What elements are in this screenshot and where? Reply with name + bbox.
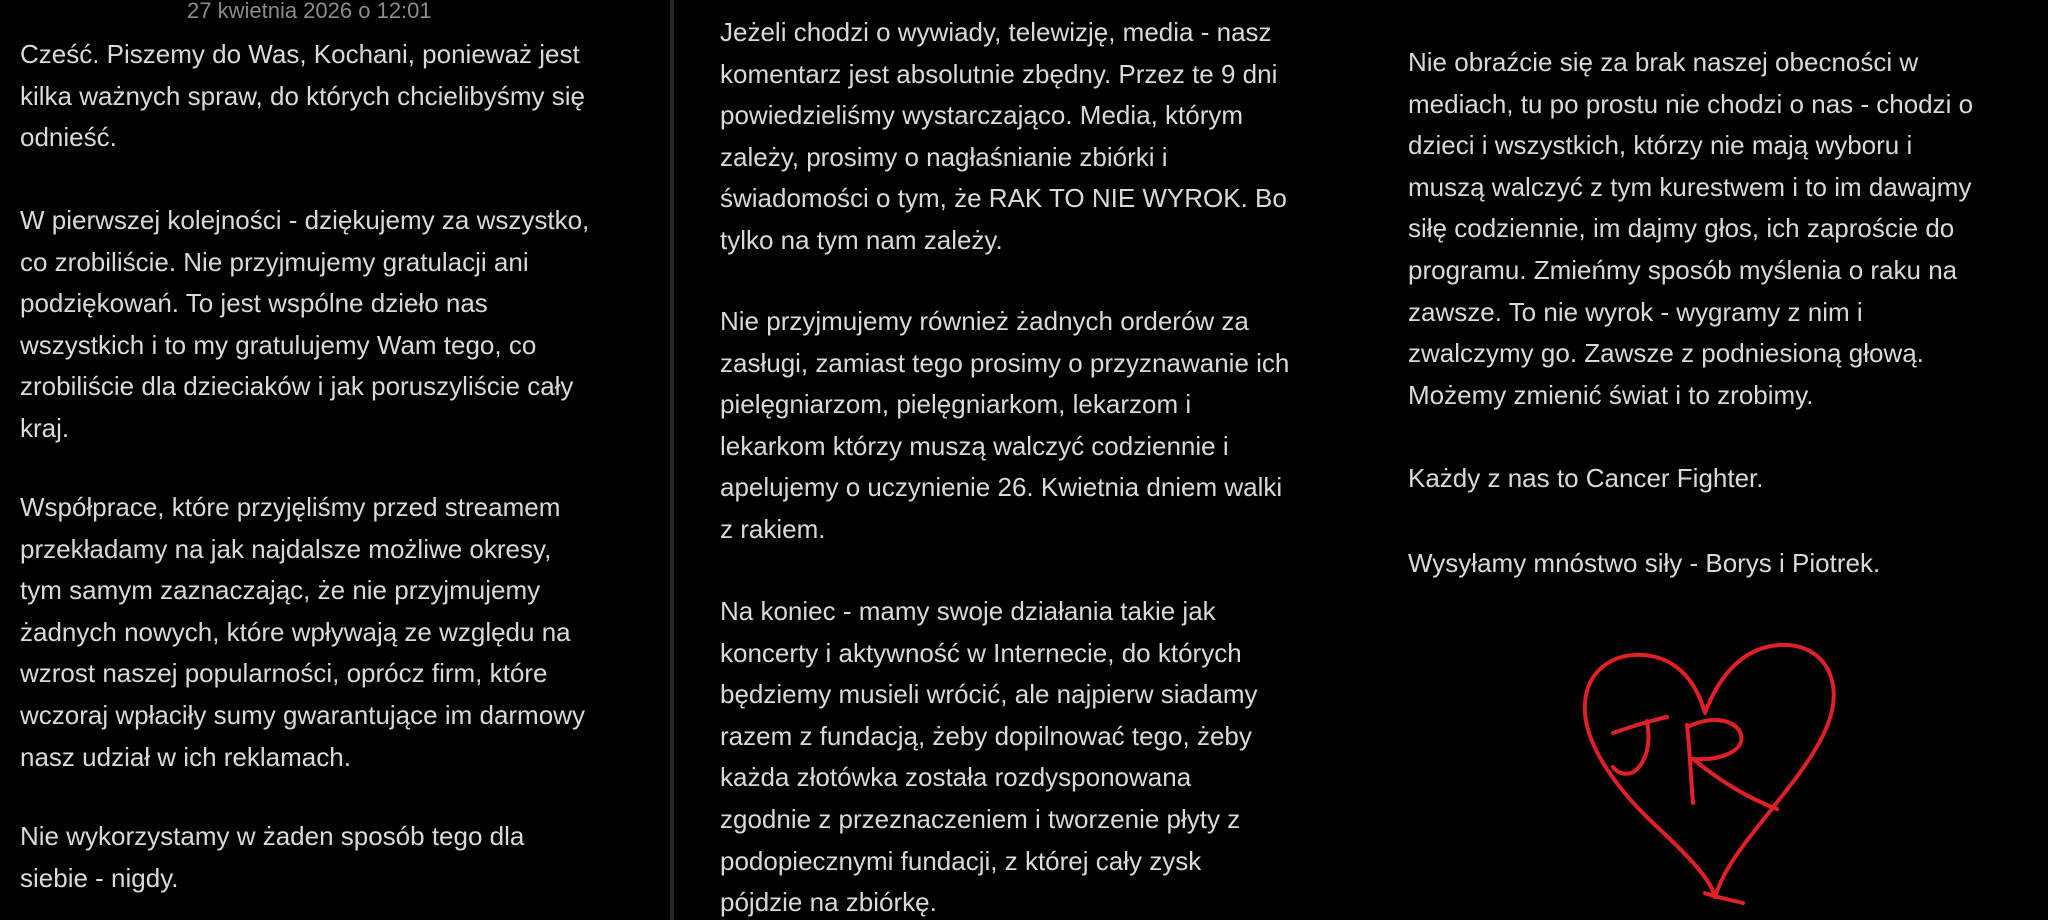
paragraph-not-for-ourselves: Nie wykorzystamy w żaden sposób tego dla siebie - nigdy. bbox=[20, 821, 525, 893]
post-date: 27 kwietnia 2026 o 12:01 bbox=[187, 0, 432, 23]
heart-drawing bbox=[1555, 635, 1855, 910]
paragraph-activities: Na koniec - mamy swoje działania takie jak koncerty i aktywność w Internecie, do których będziemy musieli wrócić, ale najpierw siadamy razem z fundacją, żeby dopilnować tego, żeby każda złotówka została rozdysponowana zgodnie z przeznaczeniem i tworzenie płyty z podopiecznymi fundacji, z której cały zysk pójdzie na zbiórkę. bbox=[720, 596, 1258, 918]
paragraph-signature: Wysyłamy mnóstwo siły - Borys i Piotrek. bbox=[1408, 548, 1881, 578]
paragraph-media: Jeżeli chodzi o wywiady, telewizję, media - nasz komentarz jest absolutnie zbędny. Przez te 9 dni powiedzieliśmy wystarczająco. Media, którym zależy, prosimy o nagłaśnianie zbiórki i świadomości o tym, że RAK TO NIE WYROK. Bo tylko na tym nam zależy. bbox=[720, 17, 1287, 255]
paragraph-thanks: W pierwszej kolejności - dziękujemy za wszystko, co zrobiliście. Nie przyjmujemy gratulacji ani podziękowań. To jest wspólne dzieło nas wszystkich i to my gratulujemy Wam tego, co zrobiliście dla dzieciaków i jak poruszyliście cały kraj. bbox=[20, 205, 590, 443]
heart-strokes bbox=[1585, 645, 1834, 903]
paragraph-greeting: Cześć. Piszemy do Was, Kochani, ponieważ jest kilka ważnych spraw, do których chcielibyśmy się odnieść. bbox=[20, 39, 585, 153]
letter-j-stroke bbox=[1613, 717, 1667, 774]
panel-divider bbox=[670, 0, 674, 920]
paragraph-absence: Nie obraźcie się za brak naszej obecności w mediach, tu po prostu nie chodzi o nas - chodzi o dzieci i wszystkich, którzy nie mają wyboru i muszą walczyć z tym kurestwem i to im dawajmy siłę codziennie, im dajmy głos, ich zaproście do programu. Zmieńmy sposób myślenia o raku na zawsze. To nie wyrok - wygramy z nim i zwalczymy go. Zawsze z podniesioną głową. Możemy zmienić świat i to zrobimy. bbox=[1408, 47, 1974, 410]
left-text-panel bbox=[20, 0, 660, 920]
heart-tail-stroke bbox=[1705, 893, 1743, 903]
paragraph-collaborations: Współprace, które przyjęliśmy przed streamem przekładamy na jak najdalsze możliwe okresy, tym samym zaznaczając, że nie przyjmujemy żadnych nowych, które wpływają ze względu na wzrost naszej popularności, oprócz firm, które wczoraj wpłaciły sumy gwarantujące im darmowy nasz udział w ich reklamach. bbox=[20, 492, 585, 772]
middle-text-panel bbox=[720, 0, 1360, 920]
paragraph-cancer-fighter: Każdy z nas to Cancer Fighter. bbox=[1408, 463, 1764, 493]
paragraph-orders: Nie przyjmujemy również żadnych orderów za zasługi, zamiast tego prosimy o przyznawanie ich pielęgniarzom, pielęgniarkom, lekarzom i lekarkom którzy muszą walczyć codziennie i apelujemy o uczynienie 26. Kwietnia dniem walki z rakiem. bbox=[720, 306, 1290, 544]
letter-r-stroke bbox=[1687, 720, 1777, 809]
